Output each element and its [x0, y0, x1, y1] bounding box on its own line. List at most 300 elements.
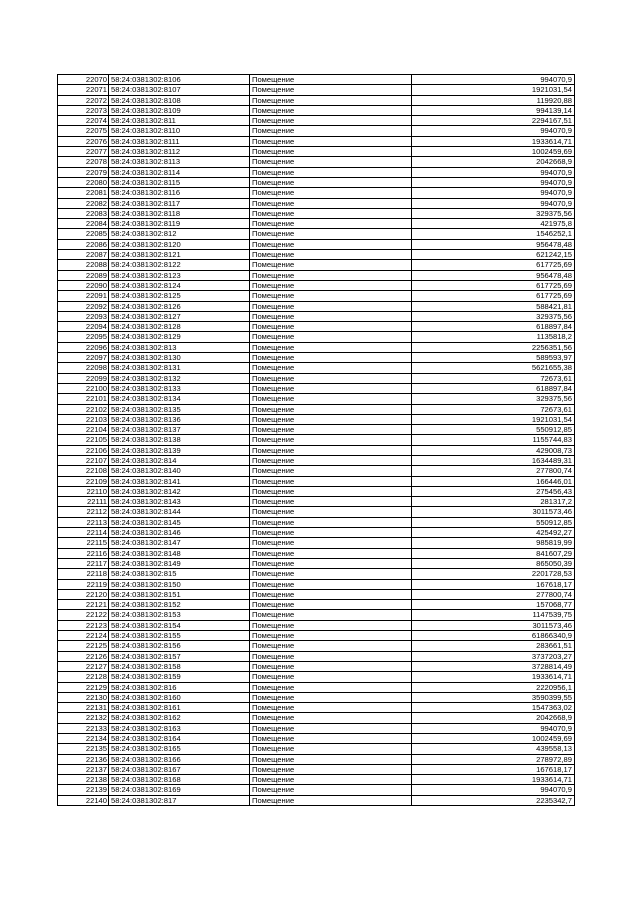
cadastral-value: 956478,48 [412, 270, 575, 280]
object-type: Помещение [250, 723, 412, 733]
row-number: 22095 [58, 332, 109, 342]
object-type: Помещение [250, 167, 412, 177]
cadastral-value: 3011573,46 [412, 620, 575, 630]
cadastral-value: 1135818,2 [412, 332, 575, 342]
table-row [58, 548, 575, 558]
cadastral-number: 58:24:0381302:8132 [109, 373, 250, 383]
object-type: Помещение [250, 270, 412, 280]
cadastral-value: 994139,14 [412, 105, 575, 115]
cadastral-value: 1002459,69 [412, 147, 575, 157]
object-type: Помещение [250, 445, 412, 455]
table-row [58, 589, 575, 599]
cadastral-value: 994070,9 [412, 75, 575, 85]
row-number: 22080 [58, 177, 109, 187]
table-row [58, 486, 575, 496]
cadastral-value: 2042668,9 [412, 713, 575, 723]
cadastral-number: 58:24:0381302:8163 [109, 723, 250, 733]
row-number: 22072 [58, 95, 109, 105]
cadastral-number: 58:24:0381302:8125 [109, 291, 250, 301]
cadastral-value: 589593,97 [412, 353, 575, 363]
object-type: Помещение [250, 589, 412, 599]
object-type: Помещение [250, 682, 412, 692]
row-number: 22130 [58, 692, 109, 702]
table-row [58, 105, 575, 115]
object-type: Помещение [250, 116, 412, 126]
cadastral-value: 994070,9 [412, 188, 575, 198]
cadastral-value: 621242,15 [412, 250, 575, 260]
cadastral-number: 58:24:0381302:8153 [109, 610, 250, 620]
cadastral-number: 58:24:0381302:8161 [109, 703, 250, 713]
cadastral-value: 2201728,53 [412, 569, 575, 579]
row-number: 22086 [58, 239, 109, 249]
cadastral-number: 58:24:0381302:8114 [109, 167, 250, 177]
object-type: Помещение [250, 383, 412, 393]
table-row [58, 311, 575, 321]
cadastral-value: 1921031,54 [412, 414, 575, 424]
table-row [58, 167, 575, 177]
table-row [58, 734, 575, 744]
cadastral-number: 58:24:0381302:8130 [109, 353, 250, 363]
cadastral-value: 1155744,83 [412, 435, 575, 445]
row-number: 22081 [58, 188, 109, 198]
row-number: 22113 [58, 517, 109, 527]
cadastral-number: 58:24:0381302:811 [109, 116, 250, 126]
cadastral-value: 167618,17 [412, 579, 575, 589]
row-number: 22096 [58, 342, 109, 352]
row-number: 22106 [58, 445, 109, 455]
cadastral-value: 166446,01 [412, 476, 575, 486]
table-row [58, 631, 575, 641]
cadastral-value: 2235342,7 [412, 795, 575, 805]
row-number: 22102 [58, 404, 109, 414]
row-number: 22116 [58, 548, 109, 558]
row-number: 22137 [58, 764, 109, 774]
row-number: 22107 [58, 455, 109, 465]
object-type: Помещение [250, 548, 412, 558]
row-number: 22118 [58, 569, 109, 579]
table-row [58, 363, 575, 373]
row-number: 22120 [58, 589, 109, 599]
table-row [58, 239, 575, 249]
cadastral-number: 58:24:0381302:8129 [109, 332, 250, 342]
table-row [58, 270, 575, 280]
row-number: 22078 [58, 157, 109, 167]
cadastral-number: 58:24:0381302:8160 [109, 692, 250, 702]
cadastral-value: 994070,9 [412, 198, 575, 208]
table-row [58, 538, 575, 548]
cadastral-value: 3590399,55 [412, 692, 575, 702]
cadastral-value: 72673,61 [412, 404, 575, 414]
object-type: Помещение [250, 126, 412, 136]
table-row [58, 383, 575, 393]
table-row [58, 692, 575, 702]
cadastral-value: 1002459,69 [412, 734, 575, 744]
row-number: 22109 [58, 476, 109, 486]
cadastral-value: 167618,17 [412, 764, 575, 774]
object-type: Помещение [250, 260, 412, 270]
object-type: Помещение [250, 85, 412, 95]
cadastral-value: 1933614,71 [412, 775, 575, 785]
cadastral-number: 58:24:0381302:8139 [109, 445, 250, 455]
row-number: 22075 [58, 126, 109, 136]
table-row [58, 497, 575, 507]
cadastral-value: 3728814,49 [412, 661, 575, 671]
cadastral-number: 58:24:0381302:8162 [109, 713, 250, 723]
cadastral-number: 58:24:0381302:812 [109, 229, 250, 239]
row-number: 22077 [58, 147, 109, 157]
row-number: 22101 [58, 394, 109, 404]
row-number: 22104 [58, 425, 109, 435]
cadastral-number: 58:24:0381302:8164 [109, 734, 250, 744]
cadastral-number: 58:24:0381302:8107 [109, 85, 250, 95]
object-type: Помещение [250, 404, 412, 414]
row-number: 22119 [58, 579, 109, 589]
cadastral-number: 58:24:0381302:8124 [109, 280, 250, 290]
object-type: Помещение [250, 455, 412, 465]
row-number: 22108 [58, 466, 109, 476]
object-type: Помещение [250, 620, 412, 630]
cadastral-value: 5621655,38 [412, 363, 575, 373]
object-type: Помещение [250, 280, 412, 290]
cadastral-value: 425492,27 [412, 528, 575, 538]
cadastral-number: 58:24:0381302:8145 [109, 517, 250, 527]
object-type: Помещение [250, 538, 412, 548]
cadastral-value: 119920,88 [412, 95, 575, 105]
cadastral-value: 1546252,1 [412, 229, 575, 239]
cadastral-number: 58:24:0381302:8158 [109, 661, 250, 671]
row-number: 22100 [58, 383, 109, 393]
cadastral-value: 994070,9 [412, 167, 575, 177]
table-row [58, 116, 575, 126]
cadastral-value: 1547363,02 [412, 703, 575, 713]
table-row [58, 641, 575, 651]
object-type: Помещение [250, 239, 412, 249]
table-row [58, 342, 575, 352]
cadastral-number: 58:24:0381302:8120 [109, 239, 250, 249]
object-type: Помещение [250, 291, 412, 301]
object-type: Помещение [250, 373, 412, 383]
object-type: Помещение [250, 734, 412, 744]
row-number: 22110 [58, 486, 109, 496]
object-type: Помещение [250, 332, 412, 342]
row-number: 22094 [58, 322, 109, 332]
table-row [58, 95, 575, 105]
table-row [58, 353, 575, 363]
object-type: Помещение [250, 229, 412, 239]
table-row [58, 713, 575, 723]
object-type: Помещение [250, 414, 412, 424]
cadastral-value: 157068,77 [412, 600, 575, 610]
cadastral-value: 617725,69 [412, 280, 575, 290]
row-number: 22089 [58, 270, 109, 280]
row-number: 22114 [58, 528, 109, 538]
cadastral-number: 58:24:0381302:8112 [109, 147, 250, 157]
cadastral-value: 3737203,27 [412, 651, 575, 661]
table-row [58, 136, 575, 146]
cadastral-number: 58:24:0381302:8121 [109, 250, 250, 260]
object-type: Помещение [250, 785, 412, 795]
table-row [58, 250, 575, 260]
cadastral-value: 956478,48 [412, 239, 575, 249]
cadastral-value: 2042668,9 [412, 157, 575, 167]
cadastral-number: 58:24:0381302:8117 [109, 198, 250, 208]
table-row [58, 188, 575, 198]
cadastral-number: 58:24:0381302:8146 [109, 528, 250, 538]
table-row [58, 425, 575, 435]
cadastral-number: 58:24:0381302:8169 [109, 785, 250, 795]
row-number: 22084 [58, 219, 109, 229]
table-row [58, 600, 575, 610]
cadastral-number: 58:24:0381302:8152 [109, 600, 250, 610]
cadastral-number: 58:24:0381302:814 [109, 455, 250, 465]
cadastral-number: 58:24:0381302:816 [109, 682, 250, 692]
table-row [58, 394, 575, 404]
cadastral-value: 1933614,71 [412, 136, 575, 146]
cadastral-number: 58:24:0381302:8165 [109, 744, 250, 754]
cadastral-number: 58:24:0381302:8111 [109, 136, 250, 146]
row-number: 22136 [58, 754, 109, 764]
row-number: 22071 [58, 85, 109, 95]
table-row [58, 373, 575, 383]
object-type: Помещение [250, 177, 412, 187]
row-number: 22070 [58, 75, 109, 85]
object-type: Помещение [250, 744, 412, 754]
table-body [58, 75, 575, 806]
document-page [57, 74, 575, 806]
cadastral-number: 58:24:0381302:8157 [109, 651, 250, 661]
table-row [58, 579, 575, 589]
cadastral-number: 58:24:0381302:8141 [109, 476, 250, 486]
cadastral-value: 865050,39 [412, 558, 575, 568]
cadastral-number: 58:24:0381302:8122 [109, 260, 250, 270]
object-type: Помещение [250, 342, 412, 352]
row-number: 22092 [58, 301, 109, 311]
object-type: Помещение [250, 136, 412, 146]
row-number: 22083 [58, 208, 109, 218]
cadastral-number: 58:24:0381302:8154 [109, 620, 250, 630]
table-row [58, 280, 575, 290]
table-row [58, 785, 575, 795]
object-type: Помещение [250, 764, 412, 774]
cadastral-number: 58:24:0381302:817 [109, 795, 250, 805]
table-row [58, 682, 575, 692]
object-type: Помещение [250, 435, 412, 445]
cadastral-value: 277800,74 [412, 466, 575, 476]
cadastral-value: 283661,51 [412, 641, 575, 651]
cadastral-number: 58:24:0381302:8150 [109, 579, 250, 589]
cadastral-number: 58:24:0381302:8135 [109, 404, 250, 414]
table-row [58, 651, 575, 661]
row-number: 22126 [58, 651, 109, 661]
row-number: 22082 [58, 198, 109, 208]
cadastral-number: 58:24:0381302:8137 [109, 425, 250, 435]
table-row [58, 147, 575, 157]
object-type: Помещение [250, 250, 412, 260]
row-number: 22124 [58, 631, 109, 641]
table-row [58, 404, 575, 414]
row-number: 22073 [58, 105, 109, 115]
object-type: Помещение [250, 188, 412, 198]
object-type: Помещение [250, 713, 412, 723]
object-type: Помещение [250, 95, 412, 105]
object-type: Помещение [250, 672, 412, 682]
table-row [58, 414, 575, 424]
object-type: Помещение [250, 425, 412, 435]
table-row [58, 445, 575, 455]
row-number: 22133 [58, 723, 109, 733]
cadastral-number: 58:24:0381302:8126 [109, 301, 250, 311]
cadastral-value: 3011573,46 [412, 507, 575, 517]
object-type: Помещение [250, 517, 412, 527]
cadastral-value: 2220956,1 [412, 682, 575, 692]
table-row [58, 703, 575, 713]
cadastral-number: 58:24:0381302:8166 [109, 754, 250, 764]
table-row [58, 85, 575, 95]
table-row [58, 672, 575, 682]
table-row [58, 157, 575, 167]
row-number: 22097 [58, 353, 109, 363]
object-type: Помещение [250, 476, 412, 486]
table-row [58, 744, 575, 754]
object-type: Помещение [250, 486, 412, 496]
cadastral-value: 617725,69 [412, 291, 575, 301]
object-type: Помещение [250, 569, 412, 579]
cadastral-value: 985819,99 [412, 538, 575, 548]
table-row [58, 569, 575, 579]
object-type: Помещение [250, 394, 412, 404]
row-number: 22140 [58, 795, 109, 805]
row-number: 22129 [58, 682, 109, 692]
cadastral-number: 58:24:0381302:8155 [109, 631, 250, 641]
cadastral-value: 72673,61 [412, 373, 575, 383]
row-number: 22091 [58, 291, 109, 301]
row-number: 22111 [58, 497, 109, 507]
object-type: Помещение [250, 692, 412, 702]
object-type: Помещение [250, 147, 412, 157]
table-row [58, 466, 575, 476]
cadastral-number: 58:24:0381302:8140 [109, 466, 250, 476]
cadastral-number: 58:24:0381302:8128 [109, 322, 250, 332]
cadastral-number: 58:24:0381302:8148 [109, 548, 250, 558]
cadastral-number: 58:24:0381302:8110 [109, 126, 250, 136]
table-row [58, 229, 575, 239]
object-type: Помещение [250, 507, 412, 517]
row-number: 22134 [58, 734, 109, 744]
table-row [58, 558, 575, 568]
cadastral-number: 58:24:0381302:8167 [109, 764, 250, 774]
cadastral-value: 421975,8 [412, 219, 575, 229]
cadastral-value: 550912,85 [412, 517, 575, 527]
row-number: 22121 [58, 600, 109, 610]
object-type: Помещение [250, 157, 412, 167]
object-type: Помещение [250, 600, 412, 610]
cadastral-value: 994070,9 [412, 723, 575, 733]
table-row [58, 528, 575, 538]
table-row [58, 301, 575, 311]
table-row [58, 764, 575, 774]
object-type: Помещение [250, 105, 412, 115]
table-row [58, 661, 575, 671]
cadastral-value: 841607,29 [412, 548, 575, 558]
table-row [58, 260, 575, 270]
object-type: Помещение [250, 353, 412, 363]
table-row [58, 332, 575, 342]
object-type: Помещение [250, 363, 412, 373]
cadastral-number: 58:24:0381302:8106 [109, 75, 250, 85]
cadastral-number: 58:24:0381302:8138 [109, 435, 250, 445]
object-type: Помещение [250, 75, 412, 85]
cadastral-value: 281317,2 [412, 497, 575, 507]
row-number: 22088 [58, 260, 109, 270]
cadastral-value: 329375,56 [412, 208, 575, 218]
row-number: 22076 [58, 136, 109, 146]
cadastral-value: 61866340,9 [412, 631, 575, 641]
row-number: 22105 [58, 435, 109, 445]
cadastral-value: 278972,89 [412, 754, 575, 764]
table-row [58, 795, 575, 805]
property-table [57, 74, 575, 806]
table-row [58, 126, 575, 136]
object-type: Помещение [250, 466, 412, 476]
cadastral-number: 58:24:0381302:8134 [109, 394, 250, 404]
cadastral-value: 618897,84 [412, 322, 575, 332]
row-number: 22123 [58, 620, 109, 630]
row-number: 22098 [58, 363, 109, 373]
cadastral-value: 329375,56 [412, 311, 575, 321]
object-type: Помещение [250, 610, 412, 620]
cadastral-value: 329375,56 [412, 394, 575, 404]
row-number: 22131 [58, 703, 109, 713]
table-row [58, 219, 575, 229]
table-row [58, 322, 575, 332]
cadastral-value: 1921031,54 [412, 85, 575, 95]
cadastral-number: 58:24:0381302:8118 [109, 208, 250, 218]
row-number: 22122 [58, 610, 109, 620]
table-row [58, 177, 575, 187]
cadastral-number: 58:24:0381302:8116 [109, 188, 250, 198]
cadastral-number: 58:24:0381302:8133 [109, 383, 250, 393]
cadastral-value: 994070,9 [412, 177, 575, 187]
row-number: 22132 [58, 713, 109, 723]
cadastral-value: 994070,9 [412, 785, 575, 795]
row-number: 22112 [58, 507, 109, 517]
table-row [58, 198, 575, 208]
row-number: 22079 [58, 167, 109, 177]
row-number: 22093 [58, 311, 109, 321]
row-number: 22135 [58, 744, 109, 754]
table-row [58, 775, 575, 785]
cadastral-value: 550912,85 [412, 425, 575, 435]
table-row [58, 620, 575, 630]
cadastral-number: 58:24:0381302:8115 [109, 177, 250, 187]
object-type: Помещение [250, 528, 412, 538]
row-number: 22103 [58, 414, 109, 424]
object-type: Помещение [250, 311, 412, 321]
cadastral-value: 618897,84 [412, 383, 575, 393]
object-type: Помещение [250, 775, 412, 785]
table-row [58, 435, 575, 445]
cadastral-number: 58:24:0381302:8113 [109, 157, 250, 167]
object-type: Помещение [250, 661, 412, 671]
cadastral-number: 58:24:0381302:8119 [109, 219, 250, 229]
cadastral-value: 2294167,51 [412, 116, 575, 126]
cadastral-number: 58:24:0381302:8136 [109, 414, 250, 424]
row-number: 22099 [58, 373, 109, 383]
table-row [58, 517, 575, 527]
object-type: Помещение [250, 219, 412, 229]
cadastral-number: 58:24:0381302:8123 [109, 270, 250, 280]
object-type: Помещение [250, 497, 412, 507]
